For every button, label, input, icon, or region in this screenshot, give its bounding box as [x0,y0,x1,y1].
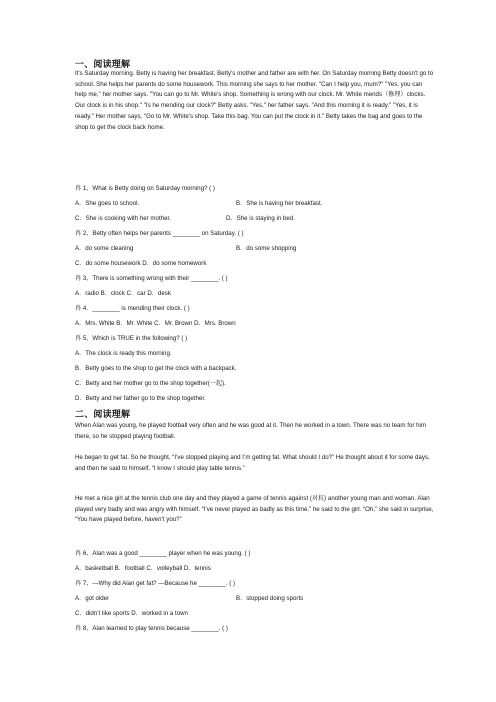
section-2-title: 二、阅读理解 [75,410,131,420]
question-7: 冉 7、—Why did Alan get fat? —Because he ________. ( ) [75,580,236,587]
question-4: 冉 4．________ is mending their clock. ( ) [75,305,190,312]
q2-options-cd: C．do some housework D．do some homework [75,260,207,267]
q2-option-a: A．do some cleaning [75,245,134,252]
question-3: 冉 3、There is something wrong with their ________. ( ) [75,275,228,282]
question-6: 冉 6、Alan was a good ________ player when he was young. ( ) [75,550,251,557]
question-1: 冉 1、What is Betty doing on Saturday morning? ( ) [75,185,215,192]
q3-options: A．radio B．clock C．car D．desk [75,290,171,297]
section-1-title: 一、阅读理解 [75,60,131,70]
q1-option-d: D．She is staying in bed. [226,215,295,222]
question-5: 冉 5、Which is TRUE in the following? ( ) [75,335,188,342]
q7-option-a: A．got older [75,595,110,602]
passage-2-paragraph-1: When Alan was young, he played football very often and he was good at it. Then he worked in a town. There was no team for him there, so he stopped playing football. [75,422,427,440]
q7-options-cd: C．didn’t like sports D．worked in a town [75,610,188,617]
q1-option-c: C．She is cooking with her mother. [75,215,171,222]
q2-option-b: B．do some shopping [236,245,297,252]
passage-2-paragraph-2: He began to get fat. So he thought, “I’ve stopped playing and I’m getting fat. What should I do?” He thought about it for some days, and then he said to himself, “I know I should play table tennis.” [75,454,430,472]
q1-option-a: A．She goes to school. [75,200,140,207]
question-8: 冉 8、Alan learned to play tennis because ________. ( ) [75,625,228,632]
passage-2-paragraph-3: He met a nice girl at the tennis club one day and they played a game of tennis against (对抗) another young man and woman. Alan played very badly and was angry with himself. “I’ve never played as badly as this time.” he said to the girl. “Oh,” she said in surprise, “You have played before, haven’t you?” [75,495,434,524]
q5-option-d: D．Betty and her father go to the shop together. [75,395,206,402]
question-2: 冉 2、Betty often helps her parents ________ on Saturday. ( ) [75,230,244,237]
q5-option-b: B．Betty goes to the shop to get the clock with a backpack. [75,365,237,372]
q4-options: A．Mrs. White B．Mr. White C．Mr. Brown D．Mrs. Brown [75,320,236,327]
q7-option-b: B．stopped doing sports [236,595,304,602]
passage-1: It's Saturday morning. Betty is having her breakfast. Betty's mother and father are with her. On Saturday morning Betty doesn't go to school. She helps her parents do some housework. This morning she says to her mother. "Can I help you, mum?" "Yes, you can help me," her mother says. "You can go to Mr. White's shop. Something is wrong with our clock. Mr. White mends（修理）clocks. Our clock is in his shop." "Is he mending our clock?" Betty asks. "Yes," her father says. "And this morning it is ready." "Yes, it is ready." Her mother says, "Go to Mr. White's shop. Take this bag. You can put the clock in it." Betty takes the bag and goes to the shop to get the clock back home. [75,70,434,131]
q1-option-b: B．She is having her breakfast. [236,200,323,207]
q6-options: A．basketball B．football C．volleyball D．tennis [75,565,211,572]
q5-option-a: A．The clock is ready this morning. [75,350,172,357]
q5-option-c: C．Betty and her mother go to the shop together(一起). [75,380,226,387]
